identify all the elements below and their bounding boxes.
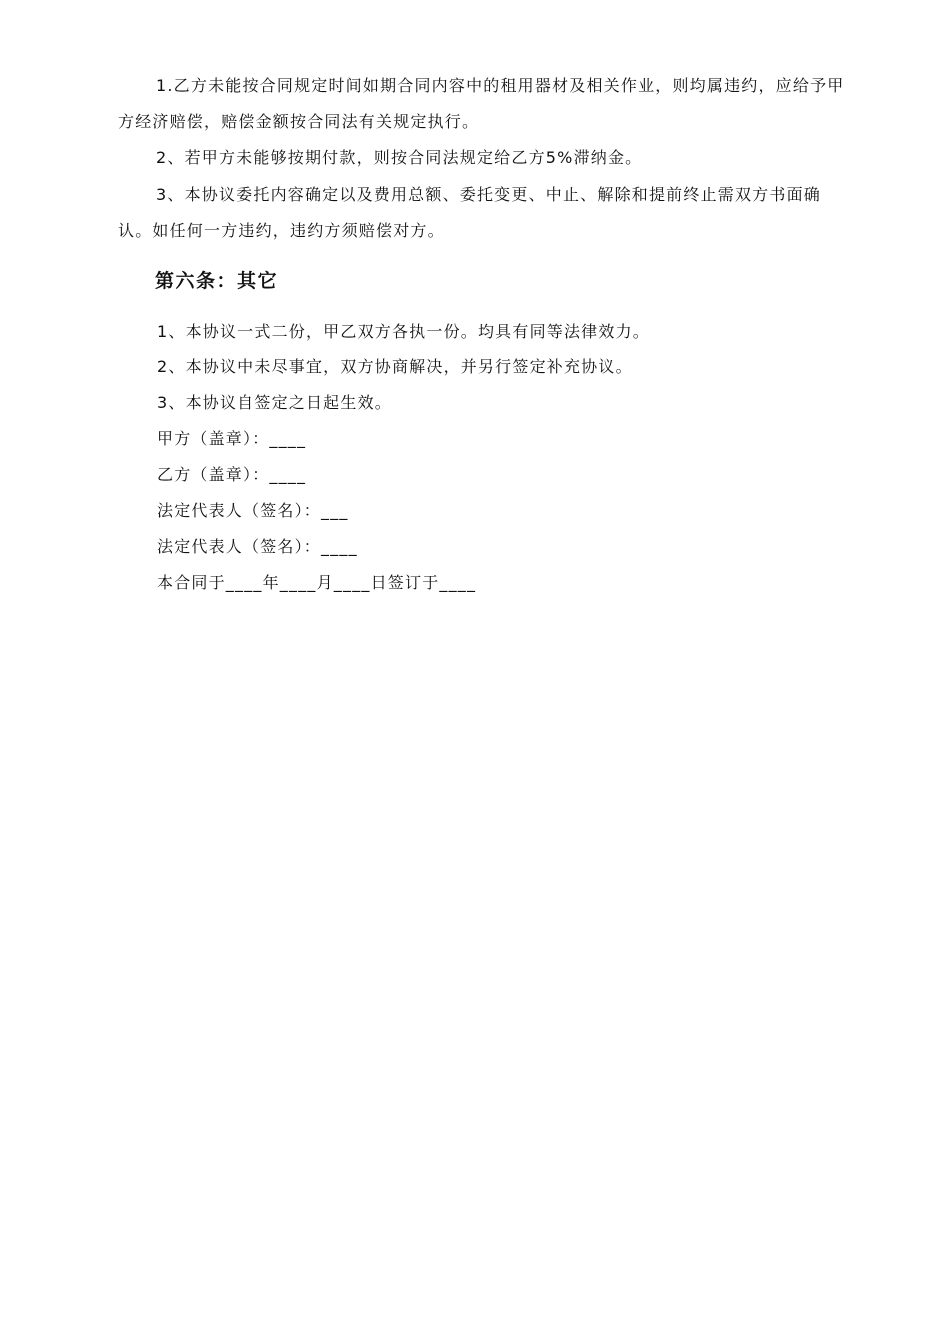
breach-clause-2: 2、若甲方未能够按期付款，则按合同法规定给乙方5%滞纳金。 [156,148,643,167]
party-a-seal-line: 甲方（盖章）：____ [157,429,307,448]
legal-rep-signature-line-2: 法定代表人（签名）：____ [157,537,358,556]
section-six-heading: 第六条：其它 [155,270,279,292]
contract-date-place-line: 本合同于____年____月____日签订于____ [157,573,477,592]
section-six-item-2: 2、本协议中未尽事宜，双方协商解决，并另行签定补充协议。 [157,357,633,376]
legal-rep-signature-line-1: 法定代表人（签名）：___ [157,501,349,520]
section-six-item-3: 3、本协议自签定之日起生效。 [157,393,392,412]
breach-clause-1: 1.乙方未能按合同规定时间如期合同内容中的租用器材及相关作业，则均属违约，应给予甲方经济赔偿，赔偿金额按合同法有关规定执行。 [118,76,845,131]
section-six-item-1: 1、本协议一式二份，甲乙双方各执一份。均具有同等法律效力。 [157,322,650,341]
party-b-seal-line: 乙方（盖章）：____ [157,465,307,484]
breach-clause-3: 3、本协议委托内容确定以及费用总额、委托变更、中止、解除和提前终止需双方书面确认。如任何一方违约，违约方须赔偿对方。 [118,185,821,240]
